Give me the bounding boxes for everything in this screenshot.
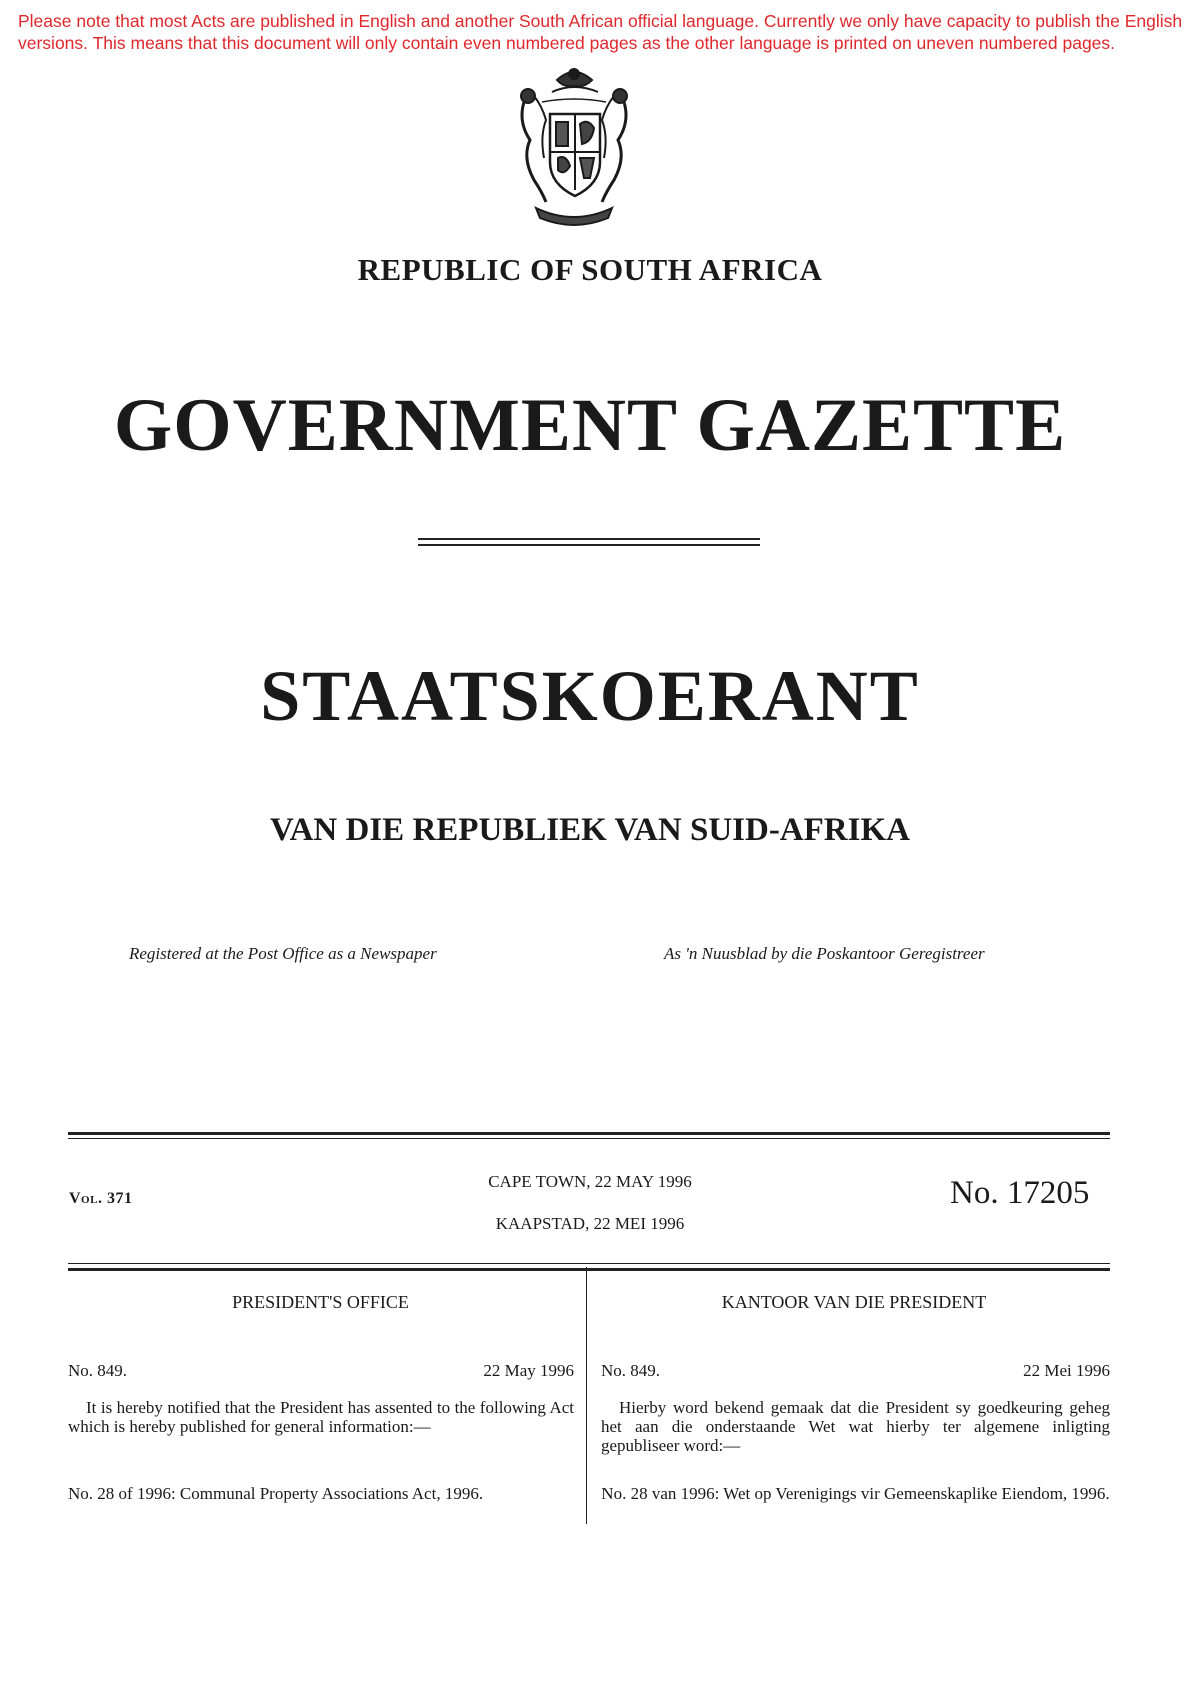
registered-english: Registered at the Post Office as a Newspaper xyxy=(129,944,437,963)
staatskoerant-title: STAATSKOERANT xyxy=(260,656,920,736)
masthead-rule-top-thin xyxy=(68,1138,1110,1139)
english-notice-body: It is hereby notified that the President has assented to the following Act which is hereby published for general information:— xyxy=(68,1398,574,1436)
afrikaans-notice-number: No. 849. xyxy=(601,1361,661,1380)
registered-afrikaans: As 'n Nuusblad by die Poskantoor Geregistreer xyxy=(664,944,985,963)
publication-notice: Please note that most Acts are published in English and another South African official language. Currently we only have capacity to publish the English versions. This means that this document will only contain even numbered pages as the other language is printed on uneven numbered pages. xyxy=(18,11,1183,53)
issue-number: No. 17205 xyxy=(950,1175,1090,1211)
afrikaans-notice-body: Hierby word bekend gemaak dat die President sy goedkeuring geheg het aan die onderstaande Wet wat hierby ter algemene inligting gepubliseer word:— xyxy=(601,1398,1110,1455)
republic-heading: REPUBLIC OF SOUTH AFRICA xyxy=(357,252,823,287)
afrikaans-office-heading: KANTOOR VAN DIE PRESIDENT xyxy=(721,1292,987,1312)
masthead-rule-bottom-thin xyxy=(68,1263,1110,1264)
english-notice-number: No. 849. xyxy=(68,1361,128,1380)
masthead-rule-top xyxy=(68,1132,1110,1135)
english-act-title: No. 28 of 1996: Communal Property Associations Act, 1996. xyxy=(68,1484,484,1503)
volume-label xyxy=(69,1190,132,1208)
gazette-title: GOVERNMENT GAZETTE xyxy=(113,384,1067,467)
title-divider-top xyxy=(418,538,760,540)
column-separator xyxy=(586,1267,587,1524)
volume-prefix: Vol. xyxy=(69,1190,103,1207)
date-afrikaans: KAAPSTAD, 22 MEI 1996 xyxy=(495,1214,685,1233)
date-english: CAPE TOWN, 22 MAY 1996 xyxy=(488,1172,692,1191)
afrikaans-act-title: No. 28 van 1996: Wet op Verenigings vir Gemeenskaplike Eiendom, 1996. xyxy=(601,1484,1110,1503)
english-office-heading: PRESIDENT'S OFFICE xyxy=(232,1292,409,1312)
masthead-rule-bottom xyxy=(68,1268,1110,1271)
afrikaans-notice-date: 22 Mei 1996 xyxy=(1023,1361,1110,1380)
coat-of-arms-icon xyxy=(512,62,637,230)
english-notice-date: 22 May 1996 xyxy=(483,1361,574,1380)
volume-number: 371 xyxy=(106,1190,133,1207)
title-divider-bottom xyxy=(418,544,760,546)
van-die-heading: VAN DIE REPUBLIEK VAN SUID-AFRIKA xyxy=(270,812,910,848)
